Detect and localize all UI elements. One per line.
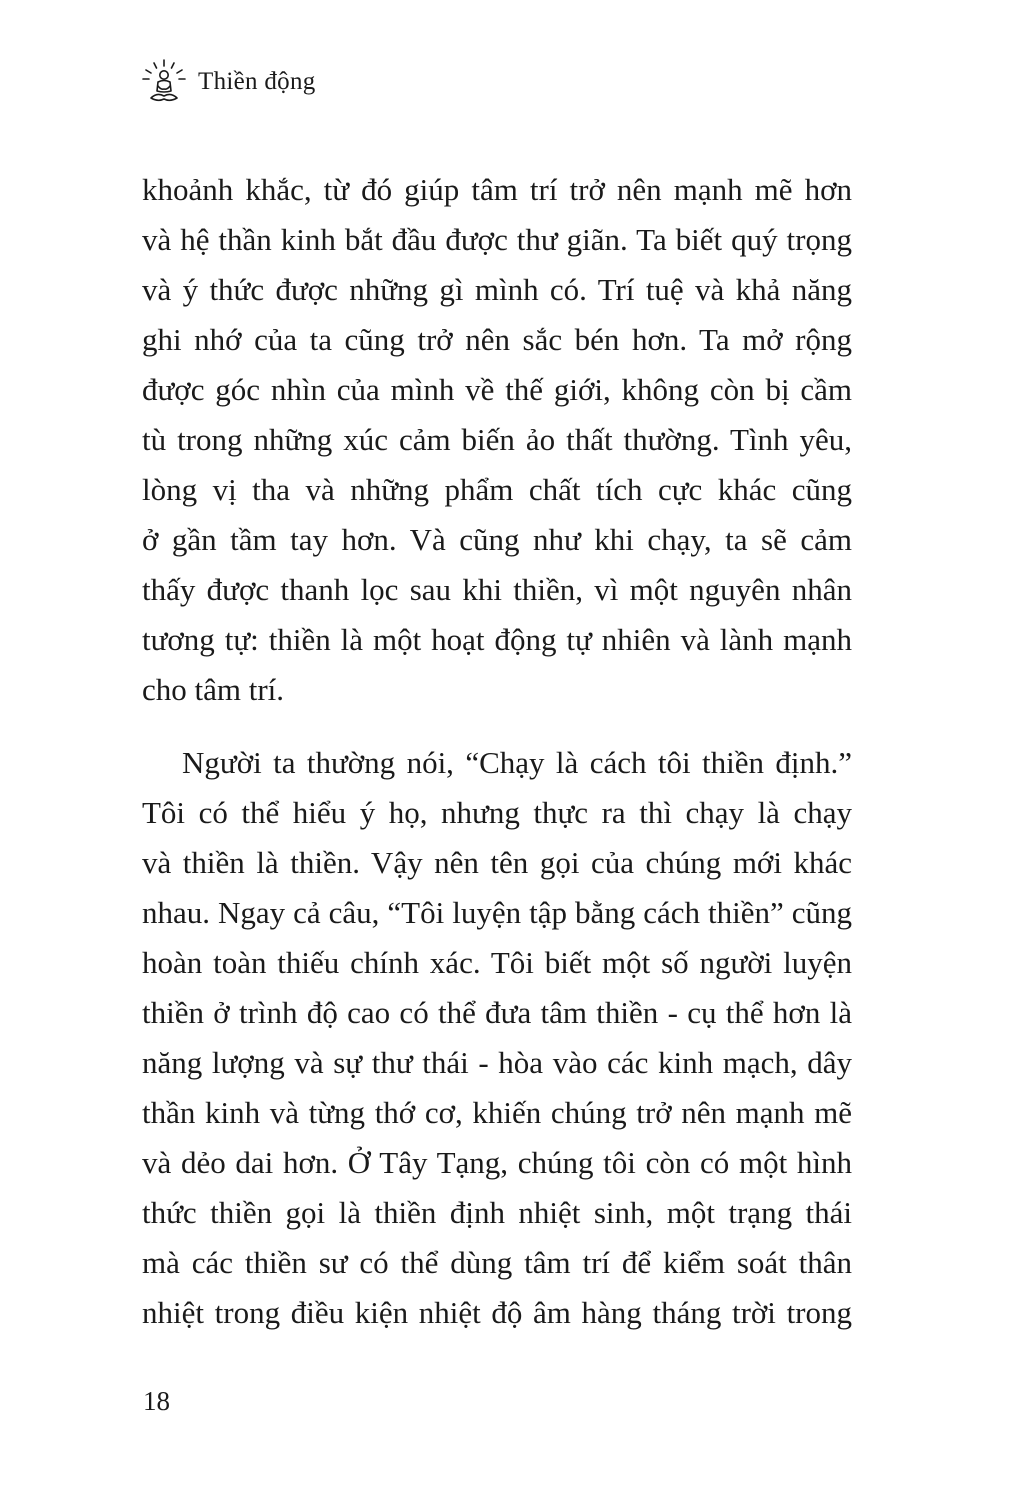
text-line: và dẻo dai hơn. Ở Tây Tạng, chúng tôi còn có một hình xyxy=(142,1145,852,1180)
text-line: thấy được thanh lọc sau khi thiền, vì một nguyên nhân xyxy=(142,572,852,607)
text-line: và hệ thần kinh bắt đầu được thư giãn. Ta biết quý trọng xyxy=(142,222,852,257)
text-line: Tôi có thể hiểu ý họ, nhưng thực ra thì chạy là chạy xyxy=(142,795,852,830)
page-number: 18 xyxy=(143,1386,170,1416)
paragraph-1 xyxy=(142,165,852,715)
text-line: năng lượng và sự thư thái - hòa vào các kinh mạch, dây xyxy=(142,1045,852,1080)
running-header xyxy=(140,58,316,106)
text-line: Người ta thường nói, “Chạy là cách tôi thiền định.” xyxy=(182,745,852,780)
text-line: tương tự: thiền là một hoạt động tự nhiên và lành mạnh xyxy=(142,622,852,657)
paragraph-2 xyxy=(142,738,852,1338)
text-line: cho tâm trí. xyxy=(142,672,285,707)
text-line: nhau. Ngay cả câu, “Tôi luyện tập bằng cách thiền” cũng xyxy=(142,895,852,930)
text-line: ghi nhớ của ta cũng trở nên sắc bén hơn. Ta mở rộng xyxy=(142,322,852,357)
body-text xyxy=(142,165,852,1338)
text-line: ở gần tầm tay hơn. Và cũng như khi chạy, ta sẽ cảm xyxy=(142,522,852,557)
text-line: khoảnh khắc, từ đó giúp tâm trí trở nên mạnh mẽ hơn xyxy=(142,172,852,207)
text-line: thiền ở trình độ cao có thể đưa tâm thiền - cụ thể hơn là xyxy=(142,995,852,1030)
text-line: mà các thiền sư có thể dùng tâm trí để kiểm soát thân xyxy=(142,1245,852,1280)
text-line: được góc nhìn của mình về thế giới, không còn bị cầm xyxy=(142,372,852,407)
text-line: thần kinh và từng thớ cơ, khiến chúng trở nên mạnh mẽ xyxy=(142,1095,852,1130)
text-line: nhiệt trong điều kiện nhiệt độ âm hàng tháng trời trong xyxy=(142,1295,852,1330)
running-header-title: Thiền động xyxy=(198,68,316,95)
text-line: lòng vị tha và những phẩm chất tích cực khác cũng xyxy=(142,472,852,507)
text-line: thức thiền gọi là thiền định nhiệt sinh, một trạng thái xyxy=(142,1195,852,1230)
meditation-figure-icon xyxy=(140,58,188,106)
text-line: tù trong những xúc cảm biến ảo thất thường. Tình yêu, xyxy=(142,422,852,457)
text-line: hoàn toàn thiếu chính xác. Tôi biết một số người luyện xyxy=(142,945,852,980)
text-line: và ý thức được những gì mình có. Trí tuệ và khả năng xyxy=(142,272,852,307)
text-line: và thiền là thiền. Vậy nên tên gọi của chúng mới khác xyxy=(142,845,852,880)
